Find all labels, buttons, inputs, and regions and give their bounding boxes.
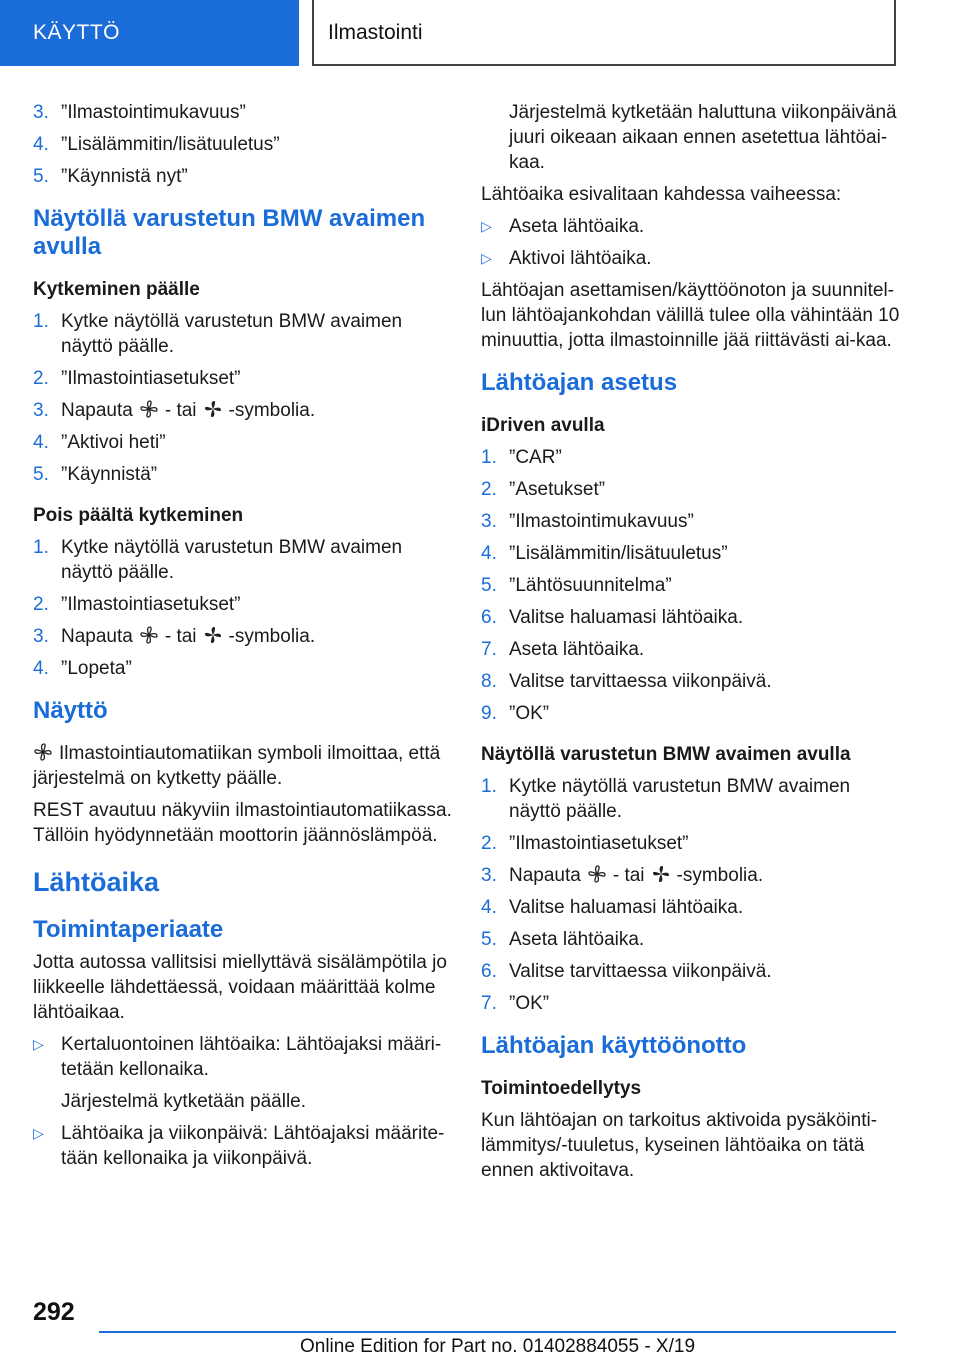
list-item: 3. ”Ilmastointimukavuus” [481,511,694,532]
list-item: 3. Napauta - tai -symbolia. [33,400,316,421]
list-item: 7. Aseta lähtöaika. [481,639,645,660]
bullet-item: ▷ Aseta lähtöaika. [481,216,645,237]
heading-switch-off: Pois päältä kytkeminen [33,505,244,526]
list-item: 1. ”CAR” [481,447,562,468]
list-item: 5. Aseta lähtöaika. [481,929,645,950]
edition-footer: Online Edition for Part no. 01402884055 - X/19 [299,1336,696,1357]
rest-paragraph: REST avautuu näkyviin ilmastointiautomatiikassa. Tällöin hyödynnetään moottorin jäännöslämpöä. [33,800,452,846]
list-item: 3. Napauta - tai -symbolia. [33,626,316,647]
fan-heat-icon [203,625,223,645]
triangle-bullet-icon: ▷ [481,250,492,266]
list-item: 3. Napauta - tai -symbolia. [481,865,764,886]
bullet-continuation: Järjestelmä kytketään haluttuna viikonpäivänä juuri oikeaan aikaan ennen asetettua lähtöai-kaa. [509,102,897,173]
list-item: 6. Valitse tarvittaessa viikonpäivä. [481,961,772,982]
list-item: 4. ”Lisälämmitin/lisätuuletus” [481,543,728,564]
heading-departure-time: Lähtöaika [33,867,160,897]
list-item: 4. ”Lopeta” [33,658,132,679]
bullet-item: ▷ Kertaluontoinen lähtöaika: Lähtöajaksi määri-tetään kellonaika. [33,1034,442,1080]
bullet-item: ▷ Aktivoi lähtöaika. [481,248,652,269]
fan-outline-icon [587,864,607,884]
heading-display: Näyttö [33,697,108,724]
page-number: 292 [33,1298,75,1326]
section-tab: KÄYTTÖ [0,0,299,66]
principle-paragraph: Jotta autossa vallitsisi miellyttävä sisälämpötila jo liikkeelle lähdettäessä, voidaan määrittää kolme lähtöaikaa. [33,952,447,1023]
bullet-subtext: Järjestelmä kytketään päälle. [61,1091,307,1112]
list-item: 6. Valitse haluamasi lähtöaika. [481,607,744,628]
triangle-bullet-icon: ▷ [33,1125,44,1141]
list-item: 8. Valitse tarvittaessa viikonpäivä. [481,671,772,692]
list-item: 1. Kytke näytöllä varustetun BMW avaimen näyttö päälle. [33,537,403,583]
bullet-item: ▷ Lähtöaika ja viikonpäivä: Lähtöajaksi määrite-tään kellonaika ja viikonpäivä. [33,1123,445,1169]
chapter-title: Ilmastointi [312,0,896,66]
fan-heat-icon [651,864,671,884]
list-item: 5. ”Käynnistä nyt” [33,166,188,187]
heading-switch-on: Kytkeminen päälle [33,279,200,300]
display-paragraph: Ilmastointiautomatiikan symboli ilmoittaa, että järjestelmä on kytketty päälle. [33,743,441,789]
left-column [33,100,453,1178]
list-item: 1. Kytke näytöllä varustetun BMW avaimen näyttö päälle. [33,311,403,357]
list-item: 4. ”Aktivoi heti” [33,432,166,453]
fan-outline-icon [139,399,159,419]
triangle-bullet-icon: ▷ [481,218,492,234]
fan-outline-icon [139,625,159,645]
list-item: 2. ”Ilmastointiasetukset” [33,594,241,615]
list-item: 3. ”Ilmastointimukavuus” [33,102,246,123]
fan-outline-icon [33,742,53,762]
heading-condition: Toimintoedellytys [481,1078,642,1099]
heading-idrive: iDriven avulla [481,415,605,436]
triangle-bullet-icon: ▷ [33,1036,44,1052]
heading-principle: Toimintaperiaate [33,916,224,943]
list-item: 2. ”Ilmastointiasetukset” [481,833,689,854]
list-item: 5. ”Lähtösuunnitelma” [481,575,672,596]
fan-heat-icon [203,399,223,419]
list-item: 4. ”Lisälämmitin/lisätuuletus” [33,134,280,155]
heading-key-display-2: Näytöllä varustetun BMW avaimen avulla [481,744,851,765]
condition-paragraph: Kun lähtöajan on tarkoitus aktivoida pysäköinti-lämmitys/-tuuletus, kyseinen lähtöaika on tätä ennen aktivoitava. [481,1110,878,1181]
list-item: 2. ”Ilmastointiasetukset” [33,368,241,389]
list-item: 9. ”OK” [481,703,550,724]
list-item: 2. ”Asetukset” [481,479,606,500]
footer-divider [99,1331,896,1333]
interval-paragraph: Lähtöajan asettamisen/käyttöönoton ja suunnitel-lun lähtöajankohdan välillä tulee olla vähintään 10 minuuttia, jotta ilmastoinnille jää riittävästi ai-kaa. [481,280,900,351]
list-item: 4. Valitse haluamasi lähtöaika. [481,897,744,918]
list-item: 7. ”OK” [481,993,550,1014]
two-phase-paragraph: Lähtöaika esivalitaan kahdessa vaiheessa: [481,184,842,205]
list-item: 5. ”Käynnistä” [33,464,158,485]
heading-setting: Lähtöajan asetus [481,369,678,396]
heading-activation: Lähtöajan käyttöönotto [481,1032,747,1059]
right-column [481,100,901,1190]
heading-key-display: Näytöllä varustetun BMW avaimen avulla [33,205,426,260]
list-item: 1. Kytke näytöllä varustetun BMW avaimen näyttö päälle. [481,776,851,822]
